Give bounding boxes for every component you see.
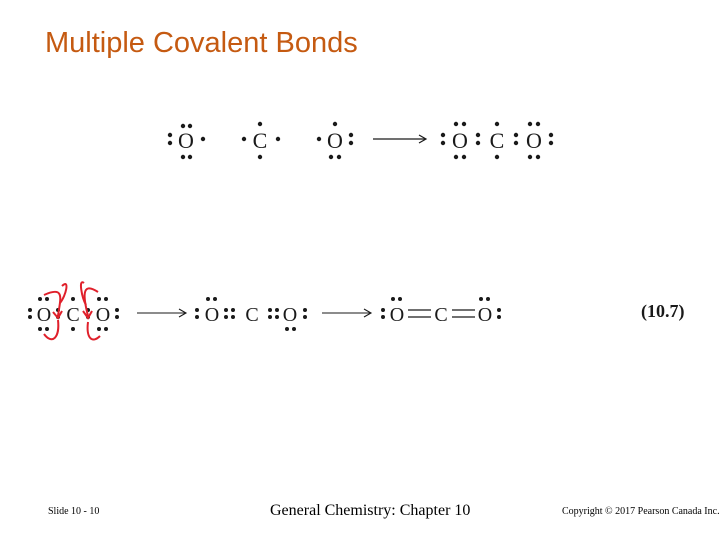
top-products — [441, 122, 553, 159]
top-reactants — [168, 122, 353, 159]
atom-oxygen: O — [95, 304, 111, 326]
bottom-stage-2 — [195, 297, 307, 331]
copyright-notice: Copyright © 2017 Pearson Canada Inc. — [562, 506, 720, 517]
atom-carbon: C — [245, 304, 259, 326]
slide-title: Multiple Covalent Bonds — [45, 27, 358, 59]
atom-carbon: C — [66, 304, 80, 326]
atom-oxygen: O — [327, 128, 343, 153]
reaction-arrow — [137, 309, 186, 317]
atom-oxygen: O — [477, 304, 493, 326]
equation-number: (10.7) — [641, 301, 685, 321]
atom-oxygen: O — [389, 304, 405, 326]
reaction-arrow — [322, 309, 371, 317]
atom-oxygen: O — [282, 304, 298, 326]
atom-oxygen: O — [526, 128, 542, 153]
atom-oxygen: O — [204, 304, 220, 326]
atom-oxygen: O — [178, 128, 194, 153]
bottom-stage-3 — [381, 297, 501, 326]
reaction-arrow — [373, 135, 426, 143]
atom-oxygen: O — [452, 128, 468, 153]
atom-carbon: C — [489, 128, 505, 153]
slide-number: Slide 10 - 10 — [48, 506, 100, 517]
atom-carbon: C — [434, 304, 448, 326]
atom-oxygen: O — [36, 304, 52, 326]
bottom-stage-1 — [28, 282, 119, 339]
atom-carbon: C — [252, 128, 268, 153]
course-title: General Chemistry: Chapter 10 — [270, 502, 471, 519]
